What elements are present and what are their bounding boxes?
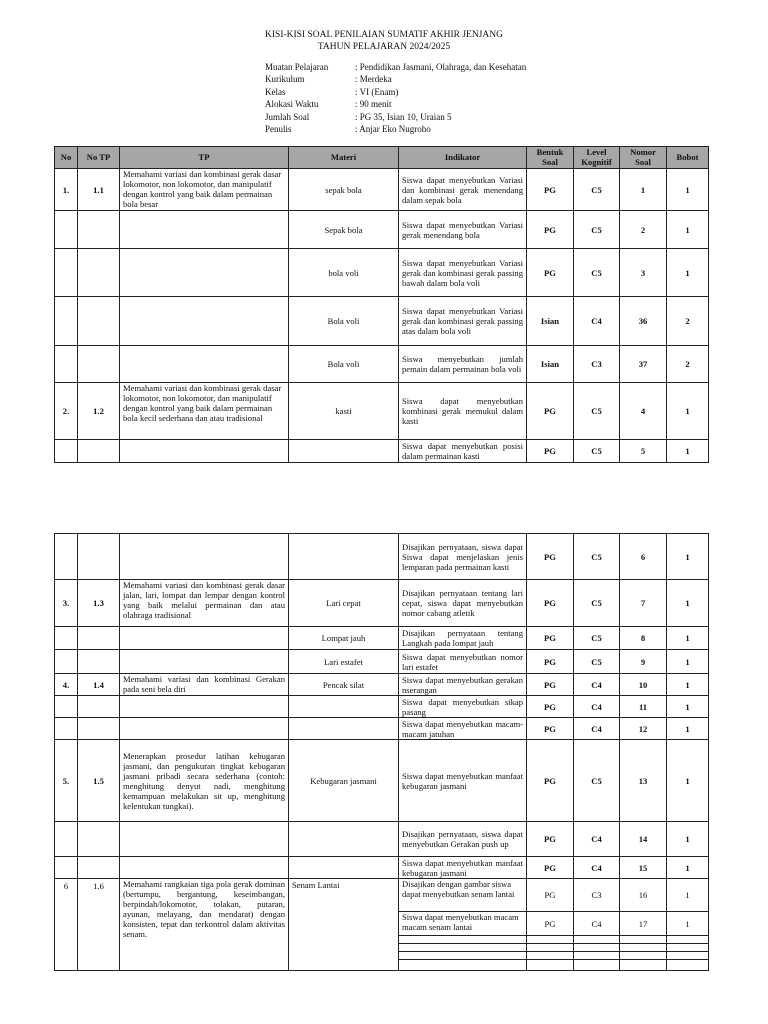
- meta-row-curriculum: [265, 73, 526, 85]
- meta-value: : Merdeka: [355, 74, 392, 85]
- cell-no: [55, 211, 78, 249]
- cell-materi: Lari estafet: [289, 650, 399, 674]
- empty-cell: [667, 960, 709, 971]
- cell-bentuk-soal: PG: [527, 912, 574, 936]
- table-row: [55, 440, 709, 463]
- table-row: [55, 822, 709, 857]
- cell-nomor-soal: 9: [620, 650, 667, 674]
- cell-bobot: 1: [667, 383, 709, 440]
- cell-no-tp: 1.5: [78, 740, 120, 822]
- cell-tp: Memahami variasi dan kombinasi gerak dasar lokomotor, non lokomotor, dan manipulatif dengan kontrol yang baik dalam permainan bola besar: [120, 169, 289, 211]
- cell-bobot: 2: [667, 346, 709, 383]
- cell-tp: [120, 211, 289, 249]
- cell-bobot: 1: [667, 580, 709, 627]
- cell-indikator: Siswa dapat menyebutkan kombinasi gerak memukul dalam kasti: [399, 383, 527, 440]
- cell-level-kognitif: C5: [574, 169, 620, 211]
- cell-indikator: Siswa dapat menyebutkan macam-macam jatuhan: [399, 718, 527, 740]
- cell-materi: [289, 534, 399, 580]
- meta-row-class: [265, 86, 526, 98]
- cell-no: 3.: [55, 580, 78, 627]
- meta-label: Kurikulum: [265, 74, 305, 85]
- meta-label: Alokasi Waktu: [265, 99, 319, 110]
- cell-tp: [120, 696, 289, 718]
- question-grid-table-1: [54, 146, 709, 463]
- column-header-bentuk-soal: Bentuk Soal: [527, 147, 574, 169]
- cell-no-tp: [78, 211, 120, 249]
- cell-tp: [120, 440, 289, 463]
- cell-indikator: Siswa dapat menyebutkan Variasi dan kombinasi gerak menendang dalam sepak bola: [399, 169, 527, 211]
- cell-bobot: 1: [667, 740, 709, 822]
- empty-cell: [399, 936, 527, 944]
- cell-tp: [120, 534, 289, 580]
- cell-tp: [120, 650, 289, 674]
- cell-no: 2.: [55, 383, 78, 440]
- cell-indikator: Siswa dapat menyebutkan macam macam senam lantai: [399, 912, 527, 936]
- cell-bobot: 1: [667, 718, 709, 740]
- cell-no-tp: 1.3: [78, 580, 120, 627]
- cell-level-kognitif: C4: [574, 912, 620, 936]
- cell-no: [55, 627, 78, 650]
- table-row: [55, 674, 709, 696]
- empty-cell: [667, 944, 709, 952]
- cell-tp: [120, 249, 289, 297]
- cell-tp: [120, 297, 289, 346]
- meta-value: : Pendidikan Jasmani, Olahraga, dan Kesehatan: [355, 62, 527, 72]
- cell-no-tp: 1.1: [78, 169, 120, 211]
- cell-level-kognitif: C5: [574, 580, 620, 627]
- cell-bentuk-soal: PG: [527, 674, 574, 696]
- cell-level-kognitif: C5: [574, 534, 620, 580]
- column-header-indikator: Indikator: [399, 147, 527, 169]
- column-header-materi: Materi: [289, 147, 399, 169]
- meta-value: : VI (Enam): [355, 86, 399, 97]
- cell-nomor-soal: 11: [620, 696, 667, 718]
- cell-bobot: 1: [667, 169, 709, 211]
- cell-bobot: 1: [667, 249, 709, 297]
- cell-nomor-soal: 6: [620, 534, 667, 580]
- cell-bentuk-soal: PG: [527, 879, 574, 912]
- cell-materi: Kebugaran jasmani: [289, 740, 399, 822]
- cell-indikator: Disajikan pernyataan, siswa dapat menyebutkan Gerakan push up: [399, 822, 527, 857]
- cell-materi: bola voli: [289, 249, 399, 297]
- cell-level-kognitif: C3: [574, 879, 620, 912]
- cell-level-kognitif: C3: [574, 346, 620, 383]
- cell-no-tp: [78, 696, 120, 718]
- cell-no: [55, 346, 78, 383]
- cell-materi: Sepak bola: [289, 211, 399, 249]
- empty-cell: [527, 944, 574, 952]
- cell-level-kognitif: C5: [574, 627, 620, 650]
- empty-cell: [399, 944, 527, 952]
- cell-no: 6: [55, 879, 78, 971]
- cell-no-tp: [78, 650, 120, 674]
- table-row: [55, 534, 709, 580]
- cell-no: 1.: [55, 169, 78, 211]
- cell-nomor-soal: 12: [620, 718, 667, 740]
- cell-no: [55, 822, 78, 857]
- column-header-level-kognitif: Level Kognitif: [574, 147, 620, 169]
- meta-value: : Anjar Eko Nugroho: [355, 124, 431, 135]
- empty-cell: [620, 944, 667, 952]
- table-row: [55, 249, 709, 297]
- cell-nomor-soal: 10: [620, 674, 667, 696]
- cell-bentuk-soal: PG: [527, 627, 574, 650]
- empty-cell: [399, 952, 527, 960]
- cell-bentuk-soal: PG: [527, 534, 574, 580]
- cell-bobot: 2: [667, 297, 709, 346]
- meta-label: Jumlah Soal: [265, 111, 310, 122]
- table-header-row: [55, 147, 709, 169]
- cell-no: [55, 696, 78, 718]
- empty-cell: [574, 944, 620, 952]
- cell-no-tp: 1.6: [78, 879, 120, 971]
- cell-level-kognitif: C4: [574, 718, 620, 740]
- table-row: [55, 169, 709, 211]
- cell-level-kognitif: C4: [574, 857, 620, 879]
- cell-indikator: Disajikan pernyataan tentang lari cepat, siswa dapat menyebutkan nomor cabang atletik: [399, 580, 527, 627]
- question-grid-table-2: [54, 533, 709, 971]
- cell-indikator: Siswa dapat menyebutkan Variasi gerak menendang bola: [399, 211, 527, 249]
- cell-no-tp: 1.4: [78, 674, 120, 696]
- cell-tp: Memahami variasi dan kombinasi gerak dasar lokomotor, non lokomotor, dan manipulatif dengan kontrol yang baik dalam permainan bola kecil sederhana dan atau tradisional: [120, 383, 289, 440]
- cell-no-tp: [78, 346, 120, 383]
- cell-bentuk-soal: Isian: [527, 346, 574, 383]
- cell-tp: [120, 718, 289, 740]
- cell-bentuk-soal: PG: [527, 650, 574, 674]
- cell-indikator: Disajikan pernyataan, siswa dapat Siswa dapat menjelaskan jenis lemparan pada permainan kasti: [399, 534, 527, 580]
- empty-cell: [574, 960, 620, 971]
- cell-materi: [289, 718, 399, 740]
- empty-cell: [574, 952, 620, 960]
- cell-level-kognitif: C5: [574, 249, 620, 297]
- cell-materi: [289, 696, 399, 718]
- meta-label: Muatan Pelajaran: [265, 62, 329, 72]
- cell-no: [55, 297, 78, 346]
- cell-indikator: Siswa dapat menyebutkan Variasi gerak dan kombinasi gerak passing bawah dalam bola voli: [399, 249, 527, 297]
- cell-indikator: Siswa menyebutkan jumlah pemain dalam permainan bola voli: [399, 346, 527, 383]
- cell-no: [55, 440, 78, 463]
- meta-row-questions: [265, 111, 526, 123]
- cell-no: [55, 650, 78, 674]
- cell-no: 4.: [55, 674, 78, 696]
- cell-level-kognitif: C4: [574, 822, 620, 857]
- table-row: [55, 297, 709, 346]
- cell-bobot: 1: [667, 627, 709, 650]
- cell-level-kognitif: C5: [574, 440, 620, 463]
- cell-nomor-soal: 14: [620, 822, 667, 857]
- cell-indikator: Siswa dapat menyebutkan Variasi gerak dan kombinasi gerak passing atas dalam bola voli: [399, 297, 527, 346]
- cell-bentuk-soal: PG: [527, 169, 574, 211]
- cell-materi: [289, 440, 399, 463]
- cell-level-kognitif: C5: [574, 383, 620, 440]
- cell-tp: [120, 627, 289, 650]
- empty-cell: [399, 960, 527, 971]
- cell-nomor-soal: 36: [620, 297, 667, 346]
- cell-no-tp: [78, 857, 120, 879]
- table-row: [55, 627, 709, 650]
- cell-level-kognitif: C5: [574, 650, 620, 674]
- column-header-nomor-soal: Nomor Soal: [620, 147, 667, 169]
- document-title-line-2: TAHUN PELAJARAN 2024/2025: [317, 42, 451, 52]
- document-title-line-1: KISI-KISI SOAL PENILAIAN SUMATIF AKHIR JENJANG: [265, 30, 503, 40]
- cell-no-tp: 1.2: [78, 383, 120, 440]
- cell-level-kognitif: C5: [574, 211, 620, 249]
- meta-row-subject: [265, 61, 526, 73]
- cell-no-tp: [78, 627, 120, 650]
- table-row: [55, 211, 709, 249]
- cell-level-kognitif: C4: [574, 297, 620, 346]
- cell-no: [55, 718, 78, 740]
- cell-materi: Lompat jauh: [289, 627, 399, 650]
- cell-bobot: 1: [667, 440, 709, 463]
- cell-tp: [120, 346, 289, 383]
- table-row: [55, 696, 709, 718]
- table-row: [55, 383, 709, 440]
- column-header-no-tp: No TP: [78, 147, 120, 169]
- cell-no-tp: [78, 440, 120, 463]
- cell-nomor-soal: 15: [620, 857, 667, 879]
- cell-materi: Senam Lantai: [289, 879, 399, 971]
- cell-bentuk-soal: PG: [527, 822, 574, 857]
- empty-cell: [620, 960, 667, 971]
- cell-nomor-soal: 13: [620, 740, 667, 822]
- empty-cell: [620, 952, 667, 960]
- table-row: [55, 857, 709, 879]
- cell-materi: sepak bola: [289, 169, 399, 211]
- meta-value: : PG 35, Isian 10, Uraian 5: [355, 111, 452, 122]
- meta-label: Penulis: [265, 124, 292, 135]
- cell-bobot: 1: [667, 650, 709, 674]
- empty-cell: [527, 952, 574, 960]
- cell-materi: Pencak silat: [289, 674, 399, 696]
- empty-cell: [667, 936, 709, 944]
- cell-materi: kasti: [289, 383, 399, 440]
- column-header-tp: TP: [120, 147, 289, 169]
- empty-cell: [620, 936, 667, 944]
- cell-indikator: Siswa dapat menyebutkan sikap pasang: [399, 696, 527, 718]
- cell-tp: Memahami variasi dan kombinasi Gerakan pada seni bela diri: [120, 674, 289, 696]
- table-row: [55, 580, 709, 627]
- cell-tp: Memahami variasi dan kombinasi gerak dasar jalan, lari, lompat dan lempar dengan kontrol yang baik melalui permainan dan atau olahraga tradisional: [120, 580, 289, 627]
- meta-row-author: [265, 123, 526, 135]
- cell-no-tp: [78, 534, 120, 580]
- cell-materi: [289, 822, 399, 857]
- cell-bobot: 1: [667, 912, 709, 936]
- cell-indikator: Siswa dapat menyebutkan gerakan nserangan: [399, 674, 527, 696]
- cell-materi: Bola voli: [289, 346, 399, 383]
- cell-nomor-soal: 17: [620, 912, 667, 936]
- empty-cell: [527, 960, 574, 971]
- cell-no: 5.: [55, 740, 78, 822]
- table-row: [55, 650, 709, 674]
- column-header-no: No: [55, 147, 78, 169]
- document-meta: [265, 61, 526, 135]
- cell-bentuk-soal: PG: [527, 740, 574, 822]
- cell-bentuk-soal: PG: [527, 440, 574, 463]
- cell-no: [55, 249, 78, 297]
- cell-indikator: Siswa dapat menyebutkan nomor lari estafet: [399, 650, 527, 674]
- cell-indikator: Disajikan dengan gambar siswa dapat menyebutkan senam lantai: [399, 879, 527, 912]
- cell-bobot: 1: [667, 822, 709, 857]
- cell-bentuk-soal: PG: [527, 718, 574, 740]
- cell-tp: Memahami rangkaian tiga pola gerak dominan (bertumpu, bergantung, keseimbangan, berpindah/lokomotor, tolakan, putaran, ayunan, melayang, dan mendarat) dengan konsisten, tepat dan terkontrol dalam aktivitas senam.: [120, 879, 289, 971]
- cell-bobot: 1: [667, 534, 709, 580]
- cell-tp: [120, 857, 289, 879]
- empty-cell: [667, 952, 709, 960]
- cell-no-tp: [78, 822, 120, 857]
- cell-indikator: Siswa dapat menyebutkan posisi dalam permainan kasti: [399, 440, 527, 463]
- cell-bentuk-soal: PG: [527, 580, 574, 627]
- meta-row-time: [265, 98, 526, 110]
- cell-indikator: Siswa dapat menyebutkan manfaat kebugaran jasmani: [399, 857, 527, 879]
- cell-materi: [289, 857, 399, 879]
- meta-value: : 90 menit: [355, 99, 392, 110]
- cell-no-tp: [78, 249, 120, 297]
- cell-nomor-soal: 1: [620, 169, 667, 211]
- cell-no-tp: [78, 718, 120, 740]
- table-row: [55, 346, 709, 383]
- cell-bobot: 1: [667, 857, 709, 879]
- cell-level-kognitif: C4: [574, 674, 620, 696]
- cell-nomor-soal: 5: [620, 440, 667, 463]
- cell-tp: Menerapkan prosedur latihan kebugaran jasmani, dan pengukuran tingkat kebugaran jasmani pribadi secara sederhana (contoh: menghitung denyut nadi, menghitung kemampuan melakukan sit up, menghitung kelentukan tungkai).: [120, 740, 289, 822]
- empty-cell: [527, 936, 574, 944]
- cell-materi: Bola voli: [289, 297, 399, 346]
- cell-bentuk-soal: PG: [527, 383, 574, 440]
- cell-tp: [120, 822, 289, 857]
- table-row: [55, 718, 709, 740]
- cell-no: [55, 534, 78, 580]
- table-row: [55, 740, 709, 822]
- cell-bentuk-soal: PG: [527, 211, 574, 249]
- cell-level-kognitif: C4: [574, 696, 620, 718]
- cell-nomor-soal: 3: [620, 249, 667, 297]
- cell-bentuk-soal: PG: [527, 696, 574, 718]
- cell-nomor-soal: 8: [620, 627, 667, 650]
- cell-no-tp: [78, 297, 120, 346]
- table-row: [55, 879, 709, 912]
- cell-materi: Lari cepat: [289, 580, 399, 627]
- empty-cell: [574, 936, 620, 944]
- cell-bentuk-soal: PG: [527, 249, 574, 297]
- cell-bobot: 1: [667, 211, 709, 249]
- cell-level-kognitif: C5: [574, 740, 620, 822]
- cell-nomor-soal: 4: [620, 383, 667, 440]
- cell-nomor-soal: 7: [620, 580, 667, 627]
- cell-nomor-soal: 2: [620, 211, 667, 249]
- meta-label: Kelas: [265, 86, 286, 97]
- cell-indikator: Disajikan pernyataan tentang Langkah pada lompat jauh: [399, 627, 527, 650]
- cell-bentuk-soal: Isian: [527, 297, 574, 346]
- cell-nomor-soal: 37: [620, 346, 667, 383]
- cell-nomor-soal: 16: [620, 879, 667, 912]
- cell-no: [55, 857, 78, 879]
- cell-bobot: 1: [667, 696, 709, 718]
- cell-bobot: 1: [667, 674, 709, 696]
- column-header-bobot: Bobot: [667, 147, 709, 169]
- cell-bentuk-soal: PG: [527, 857, 574, 879]
- cell-indikator: Siswa dapat menyebutkan manfaat kebugaran jasmani: [399, 740, 527, 822]
- cell-bobot: 1: [667, 879, 709, 912]
